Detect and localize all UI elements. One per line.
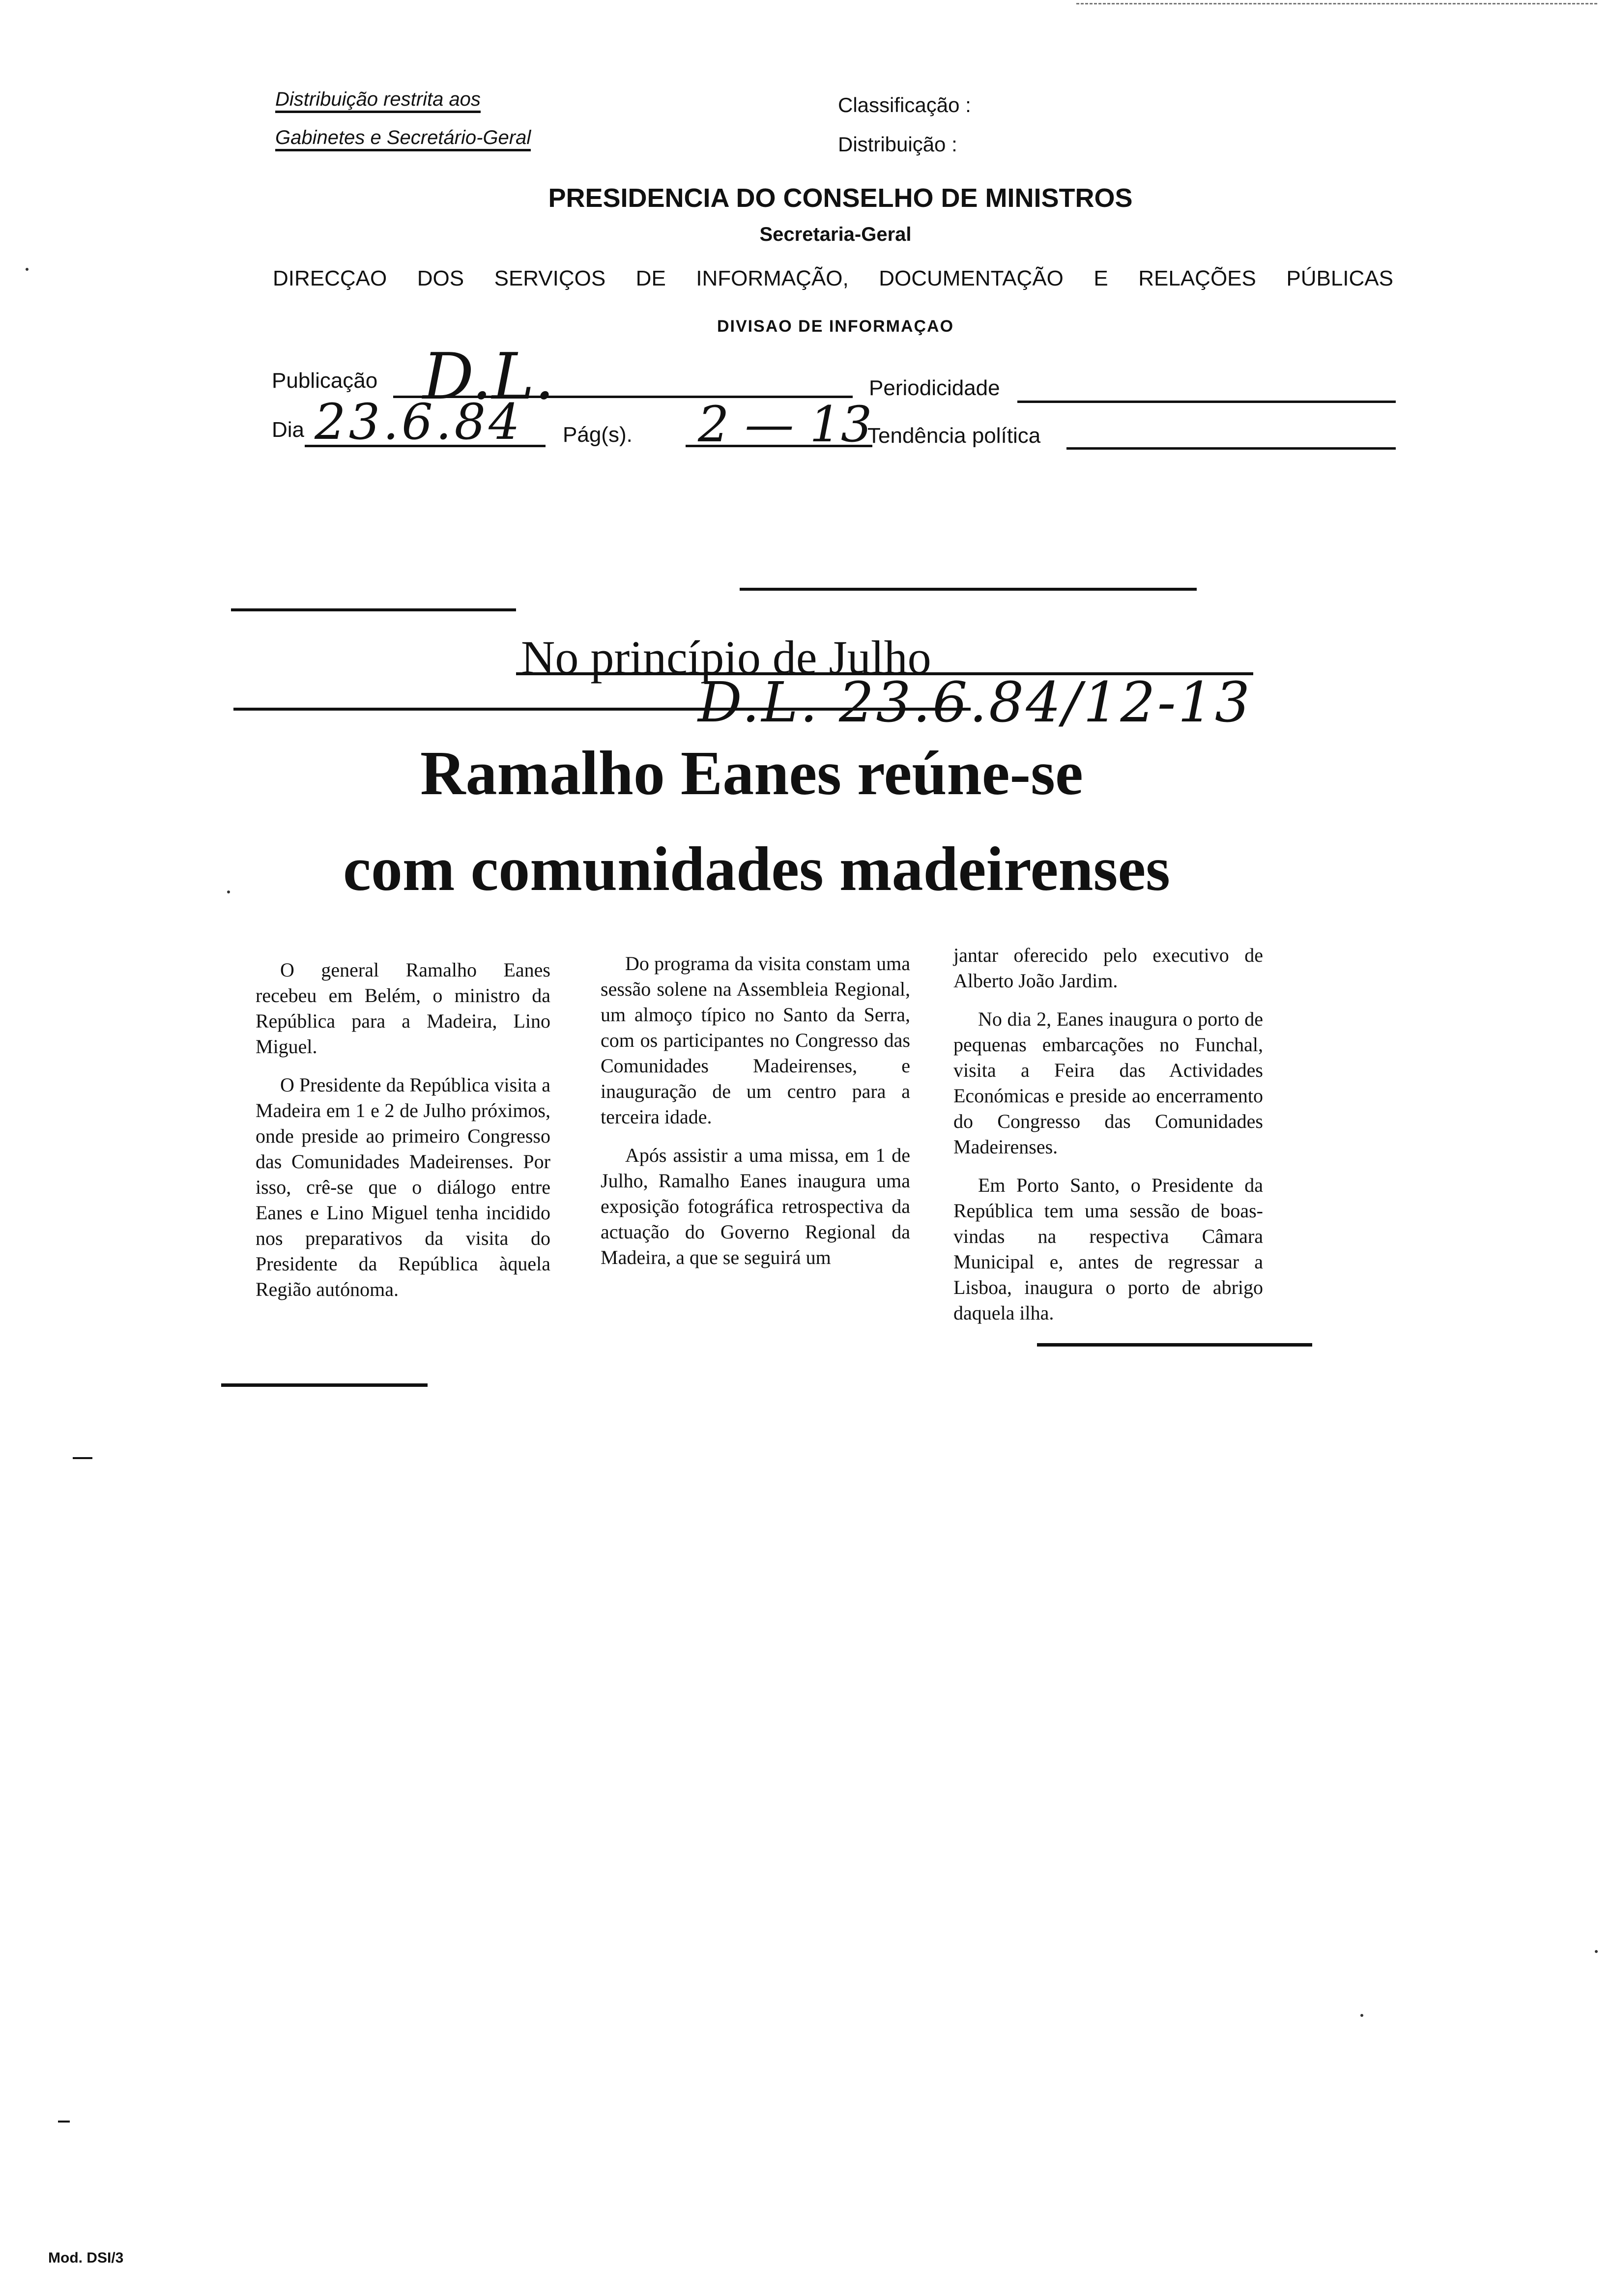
pages-handwritten: 2 — 13 (698, 396, 872, 453)
day-label: Dia (272, 418, 305, 442)
scan-mark (73, 1457, 92, 1459)
column-3-end-rule (1037, 1343, 1312, 1347)
handwritten-reference: D.L. 23.6.84/12-13 (698, 671, 1252, 735)
paragraph: O Presidente da República visita a Madeira em 1 e 2 de Julho próximos, onde preside ao primeiro Congresso das Comunidades Madeirenses. Por isso, crê-se que o diálogo entre Eanes e Lino Miguel tenha incidido nos preparativos da visita do Presidente da República àquela Região autónoma. (256, 1074, 550, 1300)
org-title: PRESIDENCIA DO CONSELHO DE MINISTROS (548, 183, 1133, 213)
secretariat: Secretaria-Geral (759, 224, 912, 245)
scan-speck (26, 268, 29, 271)
restricted-distribution-line1: Distribuição restrita aos (275, 88, 481, 113)
article-column-2 (601, 951, 910, 1283)
clip-rule-left (231, 608, 516, 611)
day-handwritten: 23.6.84 (315, 393, 523, 451)
headline-line1: Ramalho Eanes reúne-se (420, 738, 1083, 808)
classification-label: Classificação : (838, 93, 971, 116)
pages-label: Pág(s). (563, 423, 633, 447)
article-column-1 (256, 957, 550, 1315)
scan-speck (1595, 1950, 1598, 1953)
paragraph: Após assistir a uma missa, em 1 de Julho, Ramalho Eanes inaugura uma exposição fotográfica retrospectiva da actuação do Governo Regional da Madeira, a que se seguirá um (601, 1144, 910, 1268)
model-code: Mod. DSI/3 (48, 2250, 124, 2266)
division: DIVISAO DE INFORMAÇAO (717, 317, 954, 336)
tendency-label: Tendência política (867, 424, 1041, 448)
clip-rule-right (740, 588, 1197, 591)
publication-label: Publicação (272, 369, 378, 393)
scan-mark (58, 2121, 70, 2123)
publication-handwritten: D.L. (423, 339, 555, 414)
article-kicker: No princípio de Julho (521, 631, 931, 684)
paragraph: Do programa da visita constam uma sessão solene na Assembleia Regional, um almoço típico no Santo da Serra, com os participantes no Congresso das Comunidades Madeirenses, e inauguração de um centro para a terceira idade. (601, 952, 910, 1128)
paragraph: jantar oferecido pelo executivo de Alberto João Jardim. (953, 944, 1263, 992)
scan-speck (227, 890, 230, 893)
article-column-3 (953, 943, 1263, 1339)
paragraph: Em Porto Santo, o Presidente da República tem uma sessão de boas-vindas na respectiva Câmara Municipal e, antes de regressar a Lisboa, inaugura o porto de abrigo daquela ilha. (953, 1174, 1263, 1324)
scan-speck (1360, 2014, 1363, 2017)
paragraph: No dia 2, Eanes inaugura o porto de pequenas embarcações no Funchal, visita a Feira das Actividades Económicas e preside ao encerramento do Congresso das Comunidades Madeirenses. (953, 1008, 1263, 1158)
tendency-line (1066, 447, 1396, 450)
headline-line2: com comunidades madeirenses (343, 834, 1170, 904)
directorate: DIRECÇAO DOS SERVIÇOS DE INFORMAÇÃO, DOCUMENTAÇÃO E RELAÇÕES PÚBLICAS (273, 266, 1393, 290)
periodicity-line (1017, 401, 1396, 403)
paragraph: O general Ramalho Eanes recebeu em Belém, o ministro da República para a Madeira, Lino Miguel. (256, 959, 550, 1058)
restricted-distribution-line2: Gabinetes e Secretário-Geral (275, 127, 531, 151)
distribution-label: Distribuição : (838, 133, 957, 156)
periodicity-label: Periodicidade (869, 376, 1000, 400)
column-1-end-rule (221, 1383, 428, 1387)
scan-edge (1076, 3, 1597, 4)
